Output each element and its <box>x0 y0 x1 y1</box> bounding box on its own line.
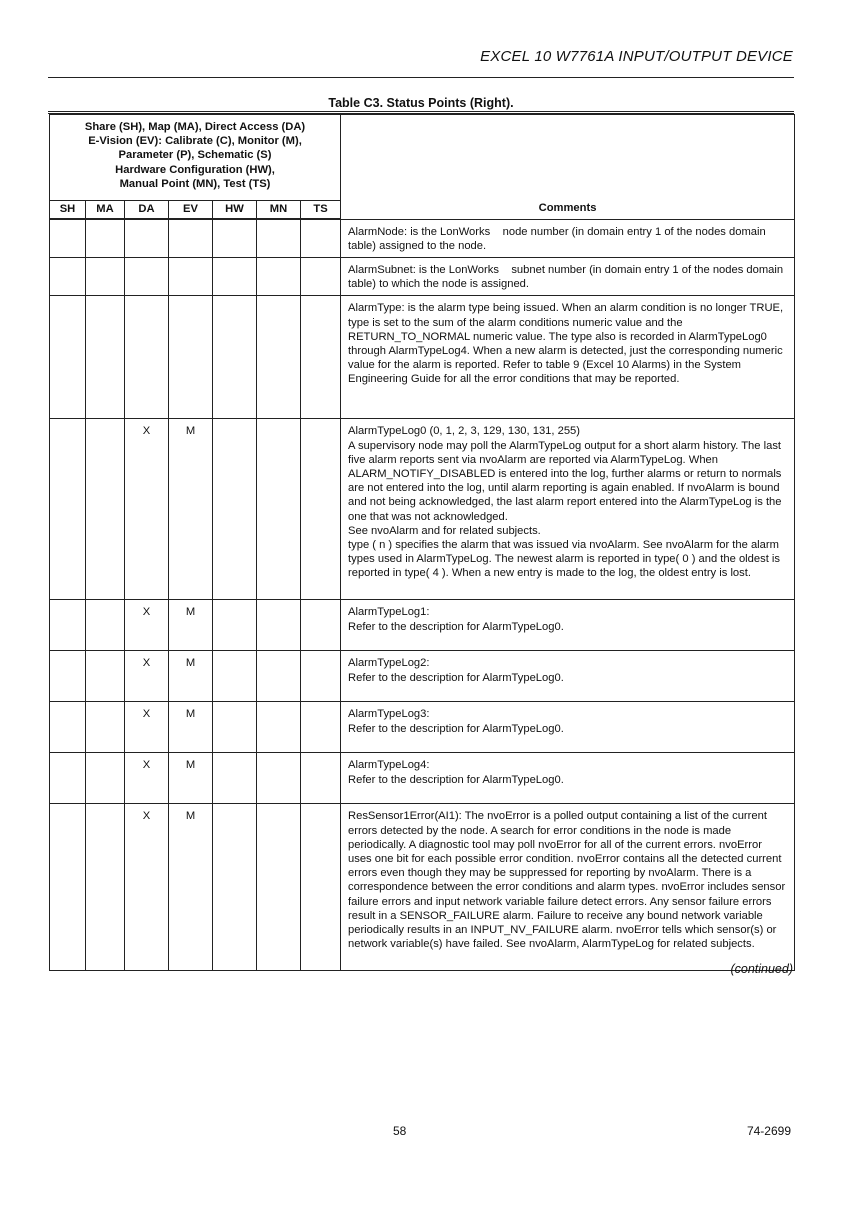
cell-mn <box>257 702 301 753</box>
cell-ts <box>301 753 341 804</box>
cell-ev: M <box>169 753 213 804</box>
cell-sh <box>50 600 86 651</box>
cell-da <box>125 219 169 257</box>
page-number: 58 <box>393 1124 407 1138</box>
cell-ev <box>169 257 213 295</box>
cell-ma <box>86 702 125 753</box>
cell-mn <box>257 296 301 419</box>
cell-sh <box>50 753 86 804</box>
legend-line: Hardware Configuration (HW), <box>115 163 275 176</box>
comment-paragraph: AlarmType: is the alarm type being issued. When an alarm condition is no longer TRUE, type is set to the sum of the alarm conditions numeric value and the RETURN_TO_NORMAL numeric value. The type also is recorded in AlarmTypeLog0 through AlarmTypeLog4. When a new alarm is detected, just the corresponding numeric value for the alarm is reported. Refer to table 9 (Excel 10 Alarms) in the System Engineering Guide for all the error conditions that may be reported. <box>348 302 784 386</box>
comment-paragraph: Refer to the description for AlarmTypeLog0. <box>348 722 564 735</box>
cell-sh <box>50 651 86 702</box>
cell-sh <box>50 702 86 753</box>
cell-ts <box>301 651 341 702</box>
cell-da: X <box>125 702 169 753</box>
comment-paragraph: AlarmTypeLog2: <box>348 657 430 670</box>
cell-sh <box>50 257 86 295</box>
cell-ev <box>169 219 213 257</box>
cell-da <box>125 257 169 295</box>
column-header-ts: TS <box>301 201 341 220</box>
comment-paragraph: ResSensor1Error(AI1): The nvoError is a polled output containing a list of the current errors detected by the node. A search for error conditions in the node is made periodically. A diagnostic tool may poll nvoError for all of the current errors. nvoError uses one bit for each possible error condition. nvoError contains all the detected current errors even though they may be suppressed for reporting by nvoAlarm. There is a correspondence between the error conditions and alarm types. nvoError includes sensor failure errors and input network variable failure detect errors. Any sensor failure errors result in a SENSOR_FAILURE alarm. Failure to receive any bound network variable periodically results in an INPUT_NV_FAILURE alarm. nvoError tells which sensor(s) or network variable(s) have failed. See nvoAlarm, AlarmTypeLog for related subjects. <box>348 810 786 951</box>
cell-ev: M <box>169 419 213 600</box>
legend-cell <box>50 115 341 201</box>
legend-line: Parameter (P), Schematic (S) <box>118 149 272 162</box>
table-row <box>50 753 795 804</box>
comment-paragraph: See nvoAlarm and for related subjects. <box>348 524 541 537</box>
column-header-ev: EV <box>169 201 213 220</box>
cell-hw <box>213 753 257 804</box>
comment-paragraph: AlarmTypeLog0 (0, 1, 2, 3, 129, 130, 131, 255) <box>348 425 580 438</box>
cell-hw <box>213 651 257 702</box>
cell-mn <box>257 257 301 295</box>
cell-da: X <box>125 600 169 651</box>
comment-cell <box>341 651 795 702</box>
column-header-hw: HW <box>213 201 257 220</box>
cell-ts <box>301 600 341 651</box>
cell-hw <box>213 219 257 257</box>
comment-paragraph: A supervisory node may poll the AlarmTypeLog output for a short alarm history. The last five alarm reports sent via nvoAlarm are reported via AlarmTypeLog. When ALARM_NOTIFY_DISABLED is entered into the log, further alarms or return to normals are not entered into the log, until alarm reporting is again enabled. If nvoAlarm is bound and not being acknowledged, the last alarm report entered into the AlarmTypeLog is the one that was not acknowledged. <box>348 439 782 523</box>
cell-sh <box>50 419 86 600</box>
cell-mn <box>257 753 301 804</box>
comment-paragraph: AlarmSubnet: is the LonWorks subnet number (in domain entry 1 of the nodes domain table) to which the node is assigned. <box>348 263 784 291</box>
cell-ma <box>86 600 125 651</box>
comment-cell <box>341 419 795 600</box>
table-row <box>50 651 795 702</box>
cell-ma <box>86 257 125 295</box>
column-header-mn: MN <box>257 201 301 220</box>
cell-ma <box>86 651 125 702</box>
cell-da: X <box>125 753 169 804</box>
cell-sh <box>50 296 86 419</box>
cell-ev <box>169 296 213 419</box>
status-points-table <box>49 114 795 971</box>
comment-cell <box>341 600 795 651</box>
column-header-da: DA <box>125 201 169 220</box>
cell-ma <box>86 753 125 804</box>
document-number: 74-2699 <box>746 1124 791 1138</box>
cell-ts <box>301 257 341 295</box>
legend-line: Manual Point (MN), Test (TS) <box>119 177 271 190</box>
table-row <box>50 600 795 651</box>
cell-hw <box>213 702 257 753</box>
cell-ts <box>301 296 341 419</box>
table-row <box>50 804 795 971</box>
comment-cell <box>341 296 795 419</box>
caption-rule <box>48 111 794 112</box>
legend-line: Share (SH), Map (MA), Direct Access (DA) <box>84 121 306 133</box>
cell-ev: M <box>169 600 213 651</box>
cell-hw <box>213 804 257 971</box>
legend-line: E-Vision (EV): Calibrate (C), Monitor (M), <box>88 135 302 148</box>
cell-ts <box>301 804 341 971</box>
column-header-ma: MA <box>86 201 125 220</box>
comment-paragraph: Refer to the description for AlarmTypeLog0. <box>348 620 564 633</box>
cell-da: X <box>125 651 169 702</box>
cell-da <box>125 296 169 419</box>
cell-mn <box>257 600 301 651</box>
cell-mn <box>257 651 301 702</box>
cell-ev: M <box>169 804 213 971</box>
cell-ts <box>301 702 341 753</box>
continued-label: (continued) <box>730 962 793 976</box>
cell-hw <box>213 296 257 419</box>
cell-ma <box>86 419 125 600</box>
comment-paragraph: AlarmTypeLog3: <box>348 708 430 721</box>
cell-mn <box>257 419 301 600</box>
comment-cell <box>341 804 795 971</box>
comment-paragraph: Refer to the description for AlarmTypeLog0. <box>348 773 564 786</box>
cell-ma <box>86 296 125 419</box>
comment-cell <box>341 257 795 295</box>
table-row <box>50 257 795 295</box>
cell-sh <box>50 219 86 257</box>
cell-ev: M <box>169 651 213 702</box>
cell-ev: M <box>169 702 213 753</box>
header-rule <box>48 77 794 78</box>
cell-sh <box>50 804 86 971</box>
cell-hw <box>213 600 257 651</box>
column-header-sh: SH <box>50 201 86 220</box>
running-header: EXCEL 10 W7761A INPUT/OUTPUT DEVICE <box>480 48 793 65</box>
cell-da: X <box>125 804 169 971</box>
comment-cell <box>341 753 795 804</box>
cell-hw <box>213 257 257 295</box>
comment-cell <box>341 702 795 753</box>
cell-ts <box>301 419 341 600</box>
comment-paragraph: AlarmNode: is the LonWorks node number (in domain entry 1 of the nodes domain table) assigned to the node. <box>348 225 766 252</box>
comment-paragraph: type ( n ) specifies the alarm that was issued via nvoAlarm. See nvoAlarm for the alarm types used in AlarmTypeLog. The newest alarm is reported in type( 0 ) and the oldest is reported in type( 4 ). When a new entry is made to the log, the oldest entry is lost. <box>348 538 781 580</box>
cell-ts <box>301 219 341 257</box>
cell-mn <box>257 219 301 257</box>
comments-header: Comments <box>341 115 795 220</box>
comment-paragraph: AlarmTypeLog1: <box>348 606 430 619</box>
cell-hw <box>213 419 257 600</box>
comment-cell <box>341 219 795 257</box>
cell-mn <box>257 804 301 971</box>
cell-ma <box>86 219 125 257</box>
table-caption: Table C3. Status Points (Right). <box>328 96 514 110</box>
table-row <box>50 219 795 257</box>
cell-ma <box>86 804 125 971</box>
table-row <box>50 419 795 600</box>
table-row <box>50 296 795 419</box>
table-row <box>50 702 795 753</box>
comment-paragraph: Refer to the description for AlarmTypeLog0. <box>348 671 564 684</box>
comment-paragraph: AlarmTypeLog4: <box>348 759 430 772</box>
cell-da: X <box>125 419 169 600</box>
